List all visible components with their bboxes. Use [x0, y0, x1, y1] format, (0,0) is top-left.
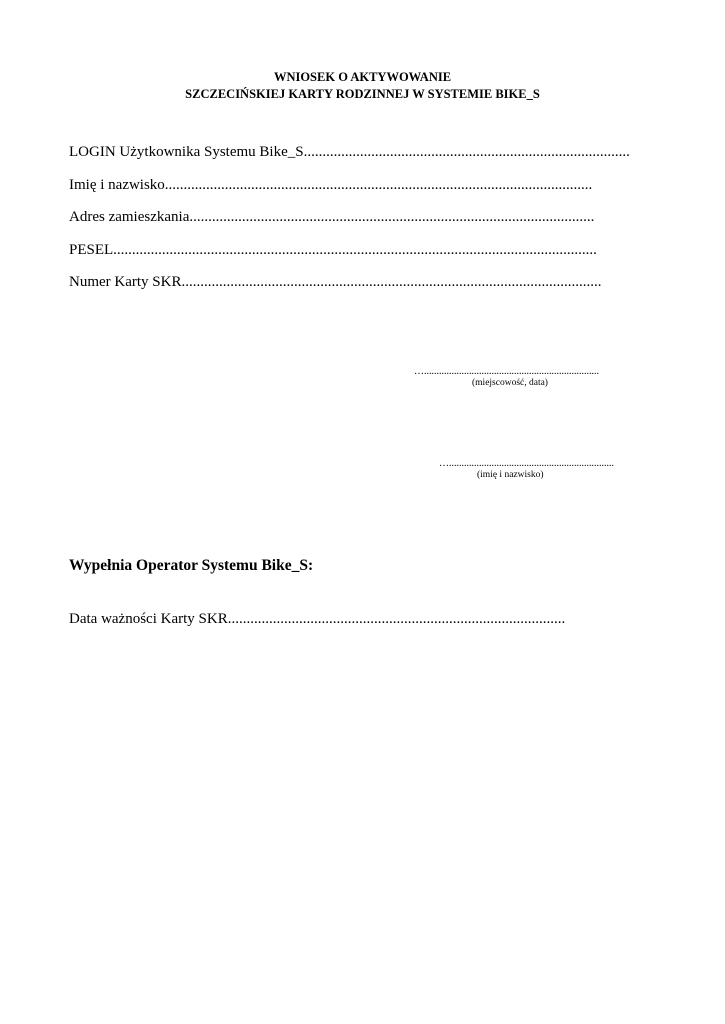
- pesel-field: PESEL.................................................................................................................................: [69, 242, 597, 258]
- login-field: LOGIN Użytkownika Systemu Bike_S.......................................................................................: [69, 144, 630, 160]
- signature-line: …..................................................................: [439, 458, 614, 469]
- card-number-field: Numer Karty SKR................................................................................................................: [69, 274, 602, 290]
- place-date-caption: (miejscowość, data): [472, 378, 548, 388]
- address-field: Adres zamieszkania............................................................................................................: [69, 209, 595, 225]
- signature-caption: (imię i nazwisko): [477, 470, 544, 480]
- form-title-line-2: SZCZECIŃSKIEJ KARTY RODZINNEJ W SYSTEMIE BIKE_S: [185, 87, 540, 101]
- operator-section-heading: Wypełnia Operator Systemu Bike_S:: [69, 557, 314, 574]
- form-title-line-1: WNIOSEK O AKTYWOWANIE: [273, 70, 452, 84]
- place-date-line: …......................................................................: [414, 366, 599, 377]
- card-expiry-field: Data ważności Karty SKR..........................................................................................: [69, 611, 566, 627]
- name-field: Imię i nazwisko..................................................................................................................: [69, 177, 593, 193]
